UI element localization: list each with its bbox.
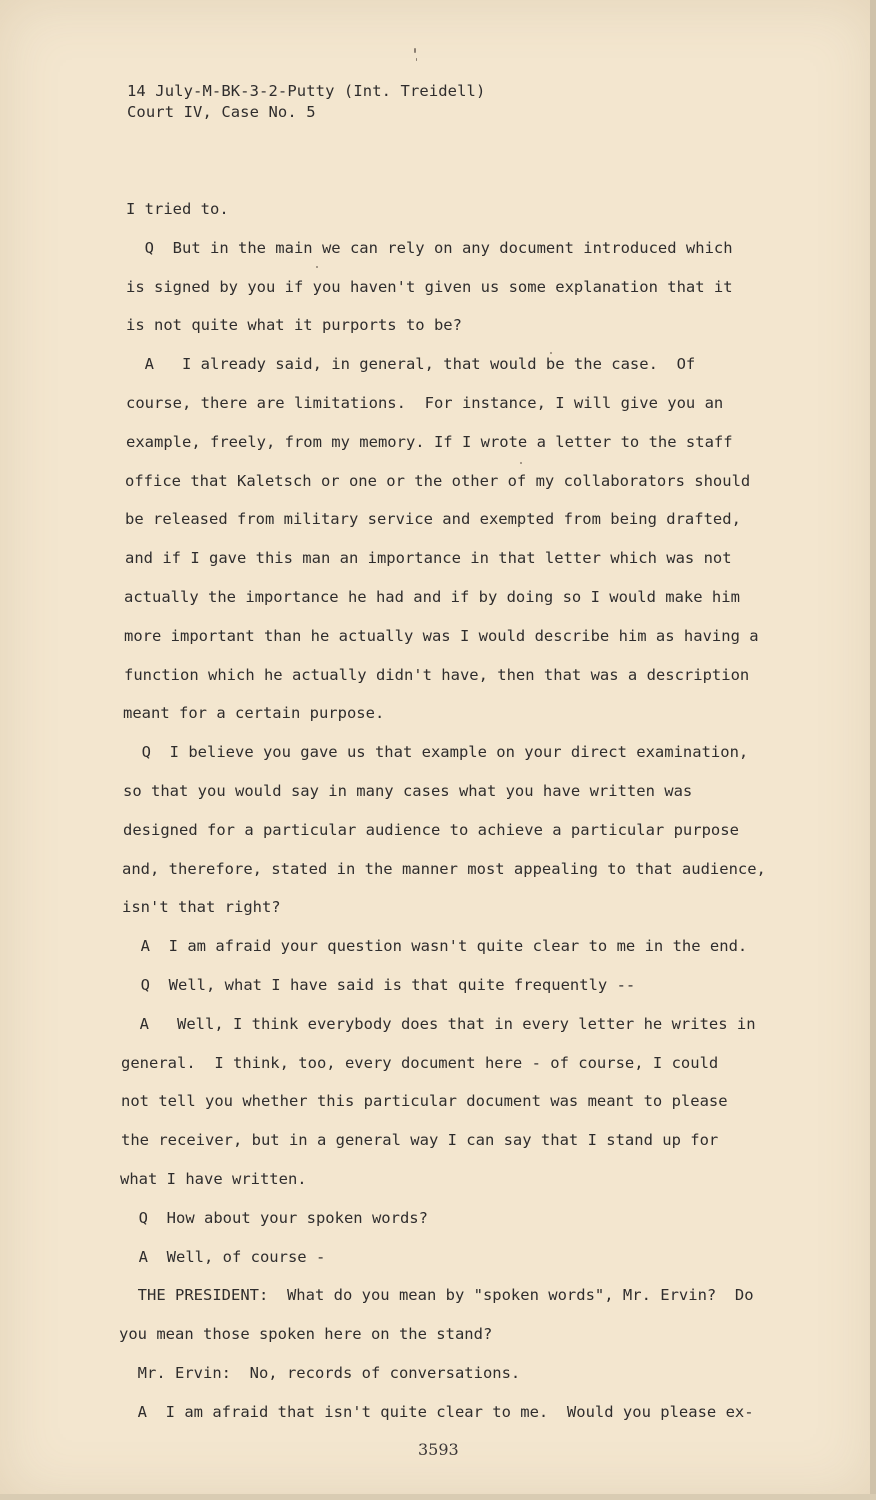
- transcript-line: so that you would say in many cases what you have written was: [123, 782, 693, 800]
- header-reference-line: 14 July-M-BK-3-2-Putty (Int. Treidell): [127, 82, 486, 100]
- ink-fleck: [414, 48, 416, 53]
- document-header: [127, 81, 485, 123]
- transcript-line: Mr. Ervin: No, records of conversations.: [119, 1364, 521, 1382]
- transcript-line: THE PRESIDENT: What do you mean by "spoken words", Mr. Ervin? Do: [119, 1286, 754, 1305]
- ink-fleck: [520, 462, 522, 464]
- transcript-line: isn't that right?: [122, 898, 281, 917]
- transcript-line: Q I believe you gave us that example on your direct examination,: [123, 743, 749, 762]
- transcript-line: is not quite what it purports to be?: [126, 316, 462, 335]
- transcript-line: A Well, I think everybody does that in every letter he writes in: [121, 1014, 756, 1033]
- transcript-line: and if I gave this man an importance in that letter which was not: [125, 549, 732, 568]
- transcript-line: A Well, of course -: [120, 1247, 326, 1266]
- transcript-line: I tried to.: [126, 200, 229, 218]
- transcript-line: Q How about your spoken words?: [120, 1208, 428, 1227]
- transcript-line: A I am afraid that isn't quite clear to me. Would you please ex-: [119, 1402, 754, 1421]
- transcript-line: more important than he actually was I would describe him as having a: [124, 626, 759, 645]
- transcript-line: meant for a certain purpose.: [123, 704, 385, 723]
- transcript-line: Q Well, what I have said is that quite frequently --: [122, 976, 636, 994]
- transcript-line: not tell you whether this particular document was meant to please: [121, 1092, 728, 1111]
- transcript-line: is signed by you if you haven't given us some explanation that it: [126, 277, 733, 296]
- transcript-line: A I already said, in general, that would be the case. Of: [126, 355, 696, 374]
- transcript-line: the receiver, but in a general way I can say that I stand up for: [121, 1131, 719, 1150]
- transcript-line: example, freely, from my memory. If I wrote a letter to the staff: [126, 432, 733, 451]
- transcript-line: designed for a particular audience to achieve a particular purpose: [123, 820, 739, 839]
- transcript-line: course, there are limitations. For instance, I will give you an: [126, 394, 724, 412]
- transcript-line: Q But in the main we can rely on any document introduced which: [126, 238, 733, 257]
- header-court-case-line: Court IV, Case No. 5: [127, 103, 316, 121]
- transcript-line: actually the importance he had and if by doing so I would make him: [124, 588, 740, 606]
- transcript-line: general. I think, too, every document here - of course, I could: [121, 1053, 719, 1072]
- transcript-line: be released from military service and exempted from being drafted,: [125, 510, 741, 529]
- transcript-line: you mean those spoken here on the stand?: [119, 1325, 493, 1344]
- ink-fleck: [316, 266, 318, 268]
- transcript-line: what I have written.: [120, 1170, 307, 1188]
- transcript-line: and, therefore, stated in the manner most appealing to that audience,: [122, 859, 766, 878]
- paper-edge-right: [870, 0, 876, 1500]
- ink-fleck: [416, 58, 417, 61]
- transcript-line: office that Kaletsch or one or the other of my collaborators should: [125, 471, 751, 490]
- page-number: 3593: [418, 1440, 459, 1459]
- transcript-line: A I am afraid your question wasn't quite clear to me in the end.: [122, 937, 748, 956]
- transcript-line: function which he actually didn't have, then that was a description: [124, 665, 750, 684]
- paper-edge-bottom: [0, 1494, 876, 1500]
